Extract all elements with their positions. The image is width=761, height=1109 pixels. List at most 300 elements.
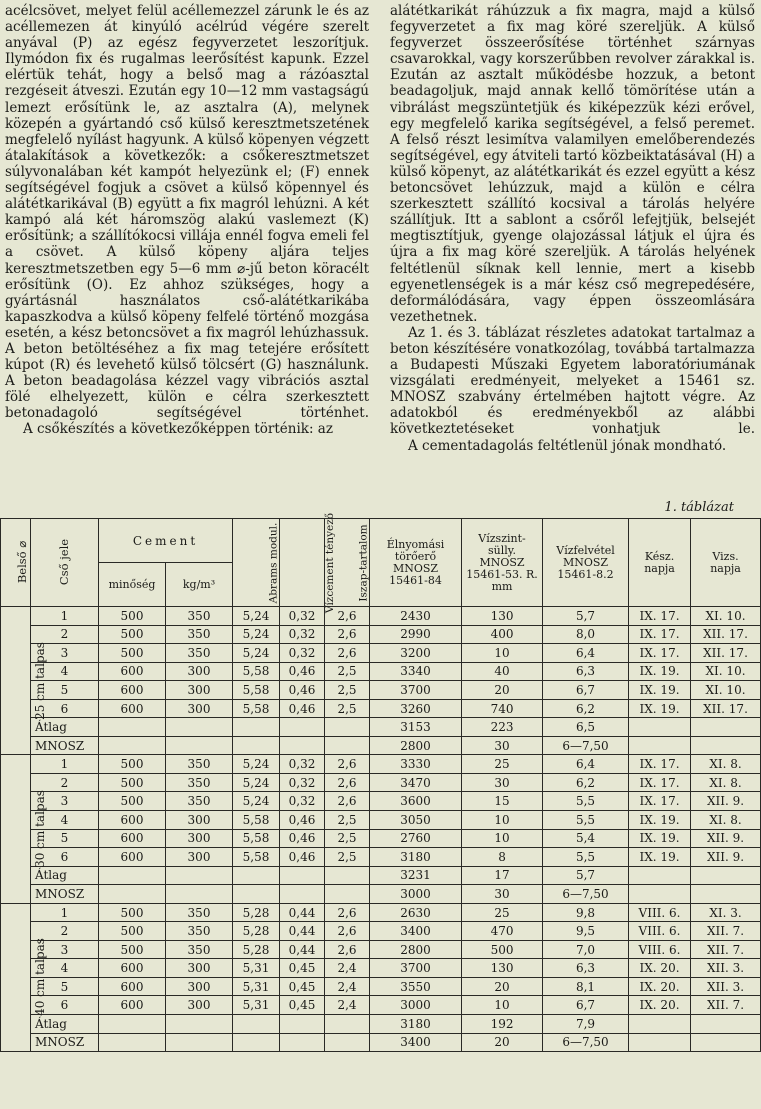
atlag-elnyomasi: 3231	[370, 866, 462, 885]
mnosz-vizfelvetel: 6—7,50	[543, 1033, 629, 1052]
table-cell: 2,5	[325, 681, 370, 700]
table-cell: 0,46	[280, 681, 325, 700]
empty-cell	[280, 1033, 325, 1052]
table-cell: IX. 17.	[629, 755, 691, 774]
atlag-vizfelvetel: 7,9	[543, 1015, 629, 1034]
table-cell: IX. 19.	[629, 848, 691, 867]
table-cell: 2,6	[325, 625, 370, 644]
table-row	[1, 607, 761, 626]
table-cell: 2,5	[325, 811, 370, 830]
table-cell: 2,6	[325, 940, 370, 959]
table-cell: 740	[462, 699, 543, 718]
table-cell: 6,2	[543, 773, 629, 792]
table-cell: 6	[31, 996, 99, 1015]
table-cell: 0,46	[280, 662, 325, 681]
table-cell: 2,5	[325, 829, 370, 848]
table-cell: IX. 17.	[629, 625, 691, 644]
paragraph: acélcsövet, melyet felül acéllemezzel zárunk le és az acéllemezen át kinyúló acélrúd végére szerelt anyával (P) az egész fegyverzetet leszorítjuk. Ilymódon fix és rugalmas leerősítést kapunk. Ezzel elértük tehát, hogy a belső mag a rázóasztal rezgéseit átveszi. Ezután egy 10—12 mm vastagságú lemezt erősítünk le, az asztalra (A), melynek közepén a gyártandó cső külső keresztmetszetének megfelelő nyílást hagyunk. A külső köpenyen végzett átalakítások a következők: a csőkeresztmetszet súlyvonalában két kampót helyezünk el; (F) ennek segítségével fogjuk a csövet a külső köpennyel és alátétkarikával (B) együtt a fix magról lehúzni. A két kampó alá két háromszög alakú vaslemezt (K) erősítünk; a szállítókocsi villája ennél fogva emeli fel a csövet. A külső köpeny aljára teljes keresztmetszetben egy 5—6 mm ⌀-jű beton köracélt erősítünk (O). Ez ahhoz szükséges, hogy a gyártásnál használatos cső-alátétkarikába kapaszkodva a külső köpeny felfelé történő mozgása esetén, a kész betoncsövet a fix magról lehúzhassuk. A beton betöltéséhez a fix mag tetejére erősített kúpot (R) és levehető külső tölcsért (G) használunk. A beton beadagolása kézzel vagy vibrációs asztal fölé elhelyezett, külön e célra szerkesztett betonadagoló segítségével történhet.	[5, 3, 369, 422]
table-cell: XI. 10.	[691, 681, 761, 700]
atlag-row	[1, 866, 761, 885]
atlag-vizszint: 223	[462, 718, 543, 737]
table-row	[1, 959, 761, 978]
table-cell: 0,44	[280, 903, 325, 922]
table-cell: 3	[31, 792, 99, 811]
table-cell: 10	[462, 644, 543, 663]
table-cell: 2,6	[325, 773, 370, 792]
table-cell: 5,31	[233, 959, 280, 978]
table-cell: XII. 17.	[691, 625, 761, 644]
table-cell: 5,4	[543, 829, 629, 848]
mnosz-row	[1, 736, 761, 755]
table-cell: IX. 17.	[629, 607, 691, 626]
table-cell: 600	[99, 959, 166, 978]
table-cell: 6	[31, 699, 99, 718]
table-cell: 5,5	[543, 792, 629, 811]
table-cell: 6,2	[543, 699, 629, 718]
mnosz-vizszint: 20	[462, 1033, 543, 1052]
empty-cell	[325, 885, 370, 904]
table-cell: 6,3	[543, 959, 629, 978]
table-cell: 500	[99, 625, 166, 644]
table-row	[1, 755, 761, 774]
table-cell: XII. 7.	[691, 996, 761, 1015]
empty-cell	[166, 1033, 233, 1052]
table-cell: 5	[31, 977, 99, 996]
table-cell: XII. 9.	[691, 848, 761, 867]
table-cell: 5,24	[233, 625, 280, 644]
mnosz-row	[1, 1033, 761, 1052]
empty-cell	[280, 718, 325, 737]
table-cell: 8,1	[543, 977, 629, 996]
table-cell: XII. 3.	[691, 959, 761, 978]
table-cell: 3	[31, 940, 99, 959]
atlag-row	[1, 1015, 761, 1034]
table-cell: 350	[166, 625, 233, 644]
table-cell: 25	[462, 755, 543, 774]
table-cell: 400	[462, 625, 543, 644]
table-cell: 2	[31, 625, 99, 644]
table-cell: IX. 19.	[629, 811, 691, 830]
table-cell: 6	[31, 848, 99, 867]
table-cell: 3400	[370, 922, 462, 941]
text-column-right	[390, 3, 755, 454]
table-cell: IX. 20.	[629, 959, 691, 978]
table-cell: 500	[99, 922, 166, 941]
mnosz-row	[1, 885, 761, 904]
empty-cell	[325, 718, 370, 737]
table-cell: 3330	[370, 755, 462, 774]
table-cell: 2,6	[325, 922, 370, 941]
table-cell: 5,5	[543, 848, 629, 867]
table-cell: 2,6	[325, 792, 370, 811]
table-cell: 600	[99, 662, 166, 681]
table-cell: 600	[99, 977, 166, 996]
table-cell: 3000	[370, 996, 462, 1015]
table-cell: 350	[166, 922, 233, 941]
table-cell: 2,5	[325, 662, 370, 681]
header-kesz: Kész. napja	[629, 519, 691, 607]
empty-cell	[233, 736, 280, 755]
table-cell: XI. 8.	[691, 755, 761, 774]
mnosz-vizfelvetel: 6—7,50	[543, 885, 629, 904]
table-cell: 1	[31, 903, 99, 922]
empty-cell	[325, 866, 370, 885]
table-cell: 2,6	[325, 903, 370, 922]
table-cell: 0,45	[280, 959, 325, 978]
table-cell: 0,32	[280, 644, 325, 663]
empty-cell	[233, 885, 280, 904]
table-cell: 0,32	[280, 607, 325, 626]
empty-cell	[233, 1033, 280, 1052]
atlag-label: Átlag	[31, 1015, 99, 1034]
table-cell: 600	[99, 811, 166, 830]
empty-cell	[99, 1033, 166, 1052]
table-cell: 5,58	[233, 829, 280, 848]
empty-cell	[691, 1015, 761, 1034]
table-cell: 5,24	[233, 644, 280, 663]
empty-cell	[280, 1015, 325, 1034]
empty-cell	[629, 1033, 691, 1052]
header-vizszint: Vízszint- sülly. MNOSZ 15461-53. R. mm	[462, 519, 543, 607]
atlag-row	[1, 718, 761, 737]
table-cell: 3260	[370, 699, 462, 718]
atlag-vizszint: 192	[462, 1015, 543, 1034]
data-table	[0, 512, 761, 1052]
table-cell: 2,6	[325, 755, 370, 774]
table-cell: 20	[462, 681, 543, 700]
paragraph: A cementadagolás feltétlenül jónak mondható.	[408, 437, 727, 454]
table-cell: 7,0	[543, 940, 629, 959]
atlag-elnyomasi: 3153	[370, 718, 462, 737]
table-cell: 500	[99, 755, 166, 774]
mnosz-label: MNOSZ	[31, 1033, 99, 1052]
group-label: 40 cm talpas	[1, 903, 31, 1051]
table-cell: IX. 17.	[629, 773, 691, 792]
table-cell: 3550	[370, 977, 462, 996]
table-cell: 30	[462, 773, 543, 792]
table-cell: XII. 17.	[691, 644, 761, 663]
table-cell: 8,0	[543, 625, 629, 644]
table-cell: 9,8	[543, 903, 629, 922]
table-cell: 5,58	[233, 848, 280, 867]
table-cell: 5,5	[543, 811, 629, 830]
group-label: 30 cm talpas	[1, 755, 31, 903]
atlag-vizszint: 17	[462, 866, 543, 885]
table-cell: 4	[31, 811, 99, 830]
table-cell: 5,28	[233, 922, 280, 941]
table-cell: 2990	[370, 625, 462, 644]
table-cell: 600	[99, 829, 166, 848]
table-cell: 300	[166, 662, 233, 681]
table-cell: 350	[166, 940, 233, 959]
empty-cell	[691, 718, 761, 737]
table-cell: IX. 20.	[629, 996, 691, 1015]
table-cell: 2	[31, 922, 99, 941]
table-cell: 5,58	[233, 681, 280, 700]
table-cell: 20	[462, 977, 543, 996]
table-cell: 3700	[370, 959, 462, 978]
empty-cell	[99, 866, 166, 885]
table-row	[1, 996, 761, 1015]
table-cell: 2,5	[325, 699, 370, 718]
table-cell: 500	[99, 607, 166, 626]
empty-cell	[99, 1015, 166, 1034]
table-cell: 0,46	[280, 829, 325, 848]
table-cell: 2,4	[325, 977, 370, 996]
header-vizcement: Vízcement tényező	[280, 519, 325, 607]
empty-cell	[325, 1033, 370, 1052]
table-cell: 470	[462, 922, 543, 941]
header-cement: Cement	[99, 519, 233, 563]
table-cell: IX. 19.	[629, 829, 691, 848]
empty-cell	[166, 736, 233, 755]
header-abrams: Abrams modul.	[233, 519, 280, 607]
empty-cell	[166, 885, 233, 904]
table-cell: 10	[462, 811, 543, 830]
table-cell: 2	[31, 773, 99, 792]
table-cell: 300	[166, 959, 233, 978]
table-cell: IX. 20.	[629, 977, 691, 996]
table-cell: 3340	[370, 662, 462, 681]
table-cell: 600	[99, 681, 166, 700]
table-cell: 25	[462, 903, 543, 922]
empty-cell	[166, 866, 233, 885]
table-cell: 5	[31, 681, 99, 700]
table-cell: 350	[166, 755, 233, 774]
table-cell: VIII. 6.	[629, 940, 691, 959]
table-cell: 4	[31, 662, 99, 681]
table-cell: 5,58	[233, 699, 280, 718]
table-cell: 3700	[370, 681, 462, 700]
table-row	[1, 625, 761, 644]
empty-cell	[166, 718, 233, 737]
table-cell: 500	[462, 940, 543, 959]
table-cell: 4	[31, 959, 99, 978]
table-cell: XII. 7.	[691, 922, 761, 941]
table-cell: 0,32	[280, 625, 325, 644]
empty-cell	[629, 736, 691, 755]
table-cell: 3200	[370, 644, 462, 663]
table-cell: 3	[31, 644, 99, 663]
table-row	[1, 773, 761, 792]
table-row	[1, 977, 761, 996]
mnosz-vizfelvetel: 6—7,50	[543, 736, 629, 755]
table-cell: 6,4	[543, 644, 629, 663]
table-cell: 300	[166, 699, 233, 718]
table-cell: 300	[166, 811, 233, 830]
table-cell: 9,5	[543, 922, 629, 941]
table-cell: 2,6	[325, 644, 370, 663]
table-cell: 0,32	[280, 755, 325, 774]
table-cell: 10	[462, 996, 543, 1015]
table-cell: IX. 17.	[629, 792, 691, 811]
table-cell: 1	[31, 755, 99, 774]
table-cell: 0,45	[280, 996, 325, 1015]
table-cell: 0,45	[280, 977, 325, 996]
table-cell: XII. 9.	[691, 792, 761, 811]
table-cell: 0,46	[280, 811, 325, 830]
table-cell: IX. 19.	[629, 699, 691, 718]
table-cell: 2430	[370, 607, 462, 626]
table-cell: XII. 7.	[691, 940, 761, 959]
table-cell: 350	[166, 644, 233, 663]
header-minoseg: minőség	[99, 563, 166, 607]
table-cell: VIII. 6.	[629, 903, 691, 922]
table-row	[1, 922, 761, 941]
mnosz-label: MNOSZ	[31, 885, 99, 904]
paragraph: A csőkészítés a következőképpen történik: az	[23, 421, 333, 438]
table-cell: 15	[462, 792, 543, 811]
header-cso-jele: Cső jele	[31, 519, 99, 607]
text-column-left	[5, 3, 369, 438]
table-cell: 6,4	[543, 755, 629, 774]
atlag-label: Átlag	[31, 866, 99, 885]
table-cell: VIII. 6.	[629, 922, 691, 941]
table-cell: 600	[99, 848, 166, 867]
table-cell: 2800	[370, 940, 462, 959]
table-cell: 8	[462, 848, 543, 867]
empty-cell	[691, 736, 761, 755]
empty-cell	[233, 718, 280, 737]
table-cell: XI. 8.	[691, 773, 761, 792]
table-cell: 1	[31, 607, 99, 626]
table-cell: 350	[166, 607, 233, 626]
atlag-vizfelvetel: 6,5	[543, 718, 629, 737]
atlag-vizfelvetel: 5,7	[543, 866, 629, 885]
table-cell: 3050	[370, 811, 462, 830]
table-cell: 2760	[370, 829, 462, 848]
table-cell: 500	[99, 792, 166, 811]
empty-cell	[691, 866, 761, 885]
table-row	[1, 811, 761, 830]
table-cell: 2,4	[325, 996, 370, 1015]
mnosz-vizszint: 30	[462, 736, 543, 755]
table-cell: XII. 9.	[691, 829, 761, 848]
table-cell: 5,31	[233, 977, 280, 996]
table-row	[1, 829, 761, 848]
header-elnyomasi: Élnyomási törőerő MNOSZ 15461-84	[370, 519, 462, 607]
table-cell: 6,7	[543, 681, 629, 700]
table-cell: 5,24	[233, 607, 280, 626]
table-cell: 5,58	[233, 662, 280, 681]
table-cell: XI. 3.	[691, 903, 761, 922]
table-cell: 0,46	[280, 699, 325, 718]
table-cell: 6,7	[543, 996, 629, 1015]
table-row	[1, 848, 761, 867]
table-cell: 350	[166, 773, 233, 792]
table-cell: 0,44	[280, 922, 325, 941]
header-kgm3: kg/m³	[166, 563, 233, 607]
paragraph: alátétkarikát ráhúzzuk a fix magra, majd a külső fegyverzetet a fix mag köré szereljük. A külső fegyverzet összeerősítése történhet szárnyas csavarokkal, vagy korszerűbben revolver zárakkal is. Ezután az asztalt működésbe hozzuk, a betont beadagoljuk, majd annak kellő tömörítése után a vibrálást megszüntetjük és kiképezzük kézi erővel, egy megfelelő karika segítségével, a felső peremet. A felső részt lesimítva valamilyen emelőberendezés segítségével, egy átviteli tartó közbeiktatásával (H) a külső köpenyt, az alátétkarikát és ezzel együtt a kész betoncsövet lehúzzuk, majd a külön e célra szerkesztett szállító kocsival a tárolás helyére szállítjuk. Itt a sablont a csőről lefejtjük, belsejét megtisztítjuk, gyenge olajozással látjuk el újra és újra a fix mag köré szereljük. A tárolás helyének feltétlenül síknak kell lennie, mert a kisebb egyenetlenségek is a már kész cső megrepedésére, deformálódására, vagy éppen összeomlására vezethetnek.	[390, 3, 755, 325]
table-cell: 350	[166, 792, 233, 811]
header-belso: Belső ⌀	[1, 519, 31, 607]
table-row	[1, 699, 761, 718]
mnosz-label: MNOSZ	[31, 736, 99, 755]
table-cell: 10	[462, 829, 543, 848]
empty-cell	[233, 1015, 280, 1034]
table-cell: 3180	[370, 848, 462, 867]
table-cell: 40	[462, 662, 543, 681]
atlag-elnyomasi: 3180	[370, 1015, 462, 1034]
table-cell: 2630	[370, 903, 462, 922]
table-cell: 0,46	[280, 848, 325, 867]
table-cell: 5,28	[233, 940, 280, 959]
table-cell: 300	[166, 977, 233, 996]
table-cell: 500	[99, 773, 166, 792]
mnosz-elnyomasi: 3000	[370, 885, 462, 904]
empty-cell	[691, 1033, 761, 1052]
empty-cell	[629, 866, 691, 885]
table-cell: 0,44	[280, 940, 325, 959]
empty-cell	[166, 1015, 233, 1034]
table-row	[1, 662, 761, 681]
table-cell: 5,24	[233, 755, 280, 774]
atlag-label: Átlag	[31, 718, 99, 737]
table-cell: 5,24	[233, 773, 280, 792]
empty-cell	[233, 866, 280, 885]
mnosz-elnyomasi: 3400	[370, 1033, 462, 1052]
table-cell: 5,7	[543, 607, 629, 626]
table-row	[1, 940, 761, 959]
empty-cell	[99, 718, 166, 737]
table-row	[1, 792, 761, 811]
table-cell: XII. 3.	[691, 977, 761, 996]
table-cell: XI. 10.	[691, 607, 761, 626]
group-label: 25 cm talpas	[1, 607, 31, 755]
table-cell: IX. 19.	[629, 681, 691, 700]
table-cell: 500	[99, 644, 166, 663]
table-cell: IX. 17.	[629, 644, 691, 663]
table-row	[1, 903, 761, 922]
table-cell: 5	[31, 829, 99, 848]
table-cell: 5,31	[233, 996, 280, 1015]
table-cell: XI. 10.	[691, 662, 761, 681]
table-cell: 2,6	[325, 607, 370, 626]
table-cell: 5,24	[233, 792, 280, 811]
table-cell: 600	[99, 699, 166, 718]
table-cell: IX. 19.	[629, 662, 691, 681]
table-cell: 2,5	[325, 848, 370, 867]
empty-cell	[325, 736, 370, 755]
header-vizfelvetel: Vízfelvétel MNOSZ 15461-8.2	[543, 519, 629, 607]
mnosz-vizszint: 30	[462, 885, 543, 904]
empty-cell	[629, 718, 691, 737]
paragraph: Az 1. és 3. táblázat részletes adatokat tartalmaz a beton készítésére vonatkozólag, továbbá tartalmazza a Budapesti Műszaki Egyetem laboratóriumának vizsgálati eredményeit, melyeket a 15461 sz. MNOSZ szabvány értelmében hajtott végre. Az adatokból és eredményekből az alábbi következtetéseket vonhatjuk le.	[390, 324, 755, 438]
header-iszap: Iszap-tartalom	[325, 519, 370, 607]
empty-cell	[691, 885, 761, 904]
table-cell: 350	[166, 903, 233, 922]
table-cell: 6,3	[543, 662, 629, 681]
table-cell: 300	[166, 829, 233, 848]
table-cell: 5,58	[233, 811, 280, 830]
table-caption: 1. táblázat	[664, 500, 734, 515]
table-row	[1, 681, 761, 700]
table-cell: 3470	[370, 773, 462, 792]
table-cell: 2,4	[325, 959, 370, 978]
table-cell: XII. 17.	[691, 699, 761, 718]
empty-cell	[629, 885, 691, 904]
header-vizs: Vizs. napja	[691, 519, 761, 607]
table-cell: 300	[166, 996, 233, 1015]
table-cell: 600	[99, 996, 166, 1015]
table-cell: 0,32	[280, 773, 325, 792]
table-cell: 3600	[370, 792, 462, 811]
empty-cell	[325, 1015, 370, 1034]
table-cell: 500	[99, 903, 166, 922]
empty-cell	[629, 1015, 691, 1034]
table-row	[1, 644, 761, 663]
table-cell: 500	[99, 940, 166, 959]
